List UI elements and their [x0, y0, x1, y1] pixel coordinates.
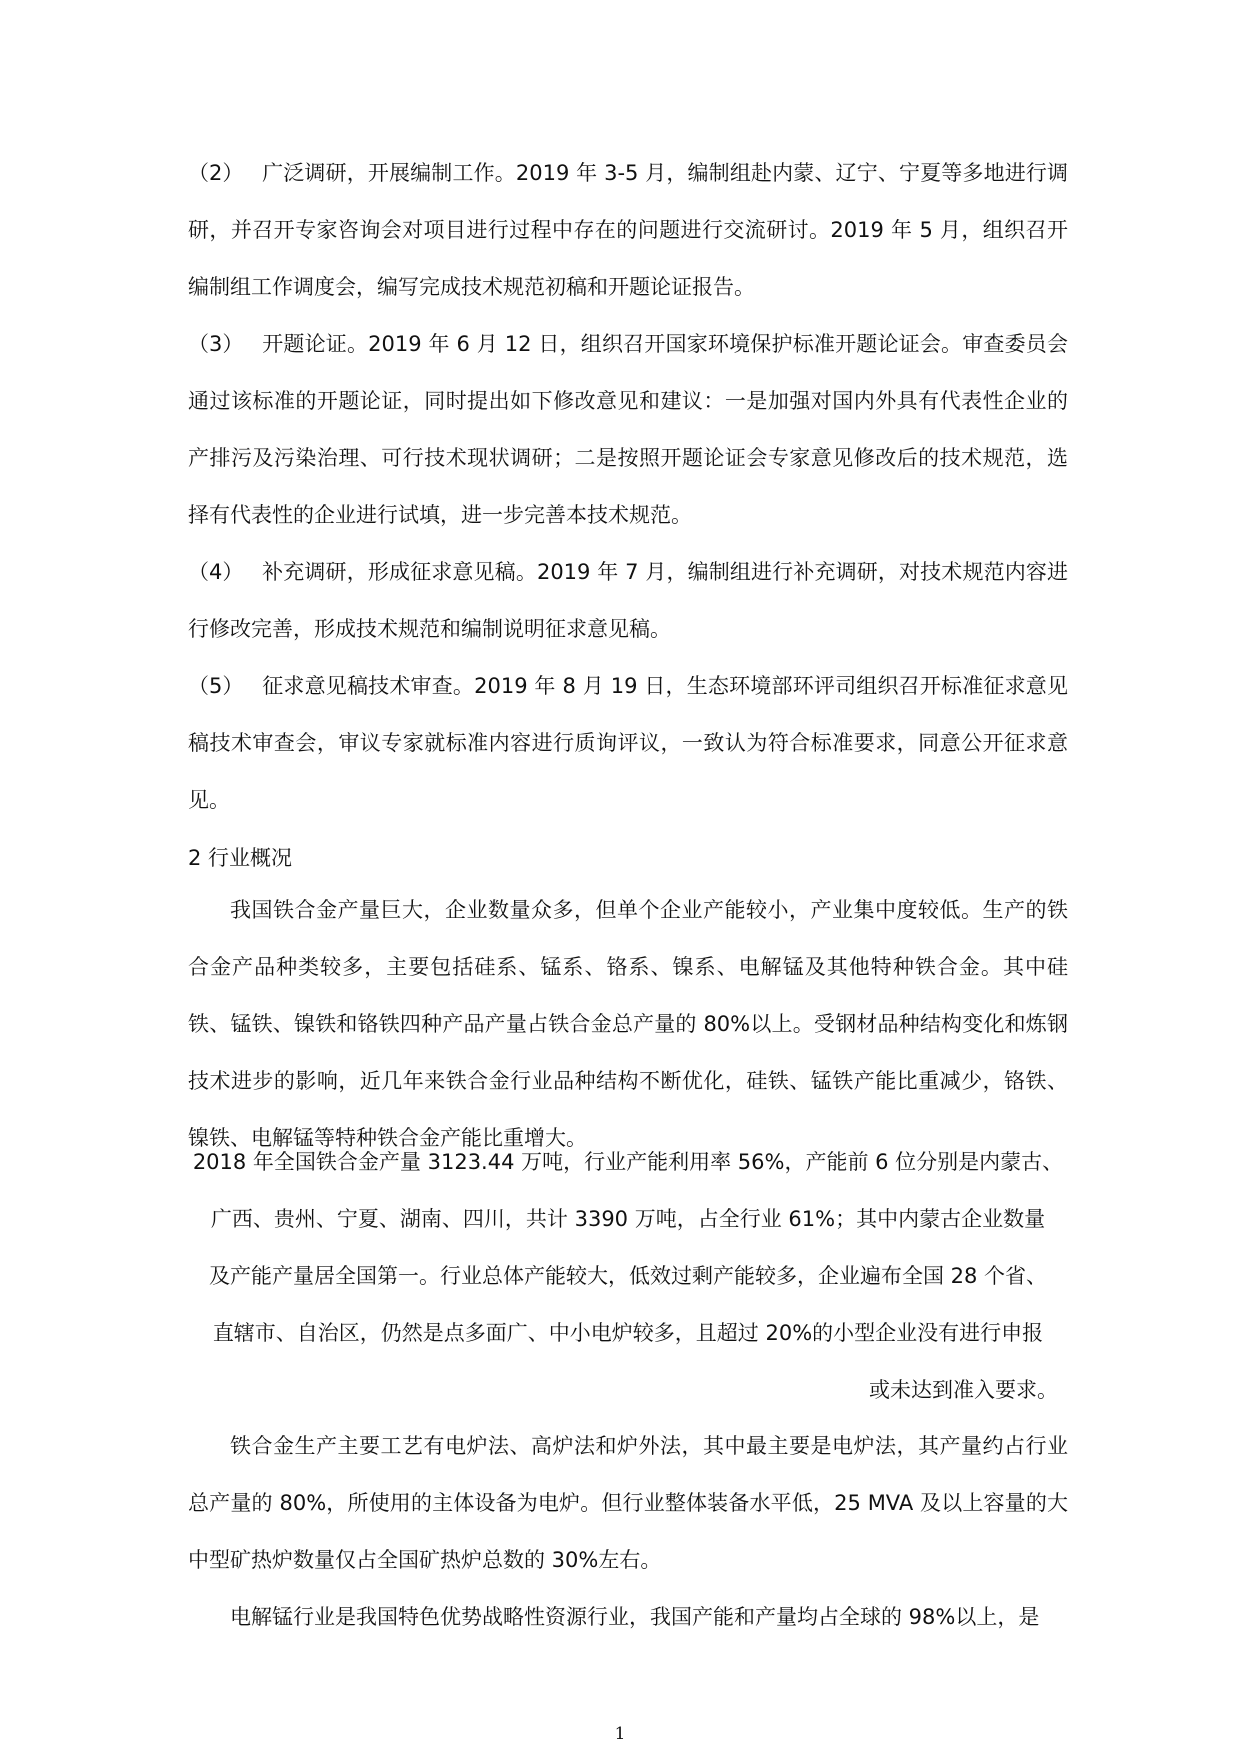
- list-item-text: 征求意见稿技术审查。2019 年 8 月 19 日，生态环境部环评司组织召开标准征求意见稿技术审查会，审议专家就标准内容进行质询评议，一致认为符合标准要求，同意公开征求意见。: [188, 674, 1068, 812]
- text-line: 或未达到准入要求。: [869, 1378, 1058, 1402]
- list-item-text: 补充调研，形成征求意见稿。2019 年 7 月，编制组进行补充调研，对技术规范内容进行修改完善，形成技术规范和编制说明征求意见稿。: [188, 560, 1068, 641]
- text-line: 2018 年全国铁合金产量 3123.44 万吨，行业产能利用率 56%，产能前 6 位分别是内蒙古、: [192, 1150, 1064, 1174]
- list-item-4: [188, 544, 1068, 658]
- list-item-text: 广泛调研，开展编制工作。2019 年 3-5 月，编制组赴内蒙、辽宁、宁夏等多地进行调研，并召开专家咨询会对项目进行过程中存在的问题进行交流研讨。2019 年 5 月，组织召开编制组工作调度会，编写完成技术规范初稿和开题论证报告。: [188, 161, 1068, 299]
- list-item-number: （5）: [188, 674, 244, 698]
- list-item-number: （2）: [188, 161, 244, 185]
- list-item-text: 开题论证。2019 年 6 月 12 日，组织召开国家环境保护标准开题论证会。审查委员会通过该标准的开题论证，同时提出如下修改意见和建议：一是加强对国内外具有代表性企业的产排污及污染治理、可行技术现状调研；二是按照开题论证会专家意见修改后的技术规范，选择有代表性的企业进行试填，进一步完善本技术规范。: [188, 332, 1068, 527]
- list-item-5: [188, 658, 1068, 829]
- list-item-3: [188, 316, 1068, 544]
- list-item-2: [188, 145, 1068, 316]
- section-heading: 2 行业概况: [188, 846, 293, 870]
- list-item-number: （3）: [188, 332, 244, 356]
- text-line: 广西、贵州、宁夏、湖南、四川，共计 3390 万吨，占全行业 61%；其中内蒙古企业数量: [210, 1207, 1046, 1231]
- list-item-number: （4）: [188, 560, 244, 584]
- text-line: 及产能产量居全国第一。行业总体产能较大，低效过剩产能较多，企业遍布全国 28 个省、: [208, 1264, 1048, 1288]
- paragraph-process: 铁合金生产主要工艺有电炉法、高炉法和炉外法，其中最主要是电炉法，其产量约占行业总产量的 80%，所使用的主体设备为电炉。但行业整体装备水平低，25 MVA 及以上容量的大中型矿热炉数量仅占全国矿热炉总数的 30%左右。: [188, 1434, 1068, 1572]
- page-number: 1: [614, 1724, 626, 1744]
- paragraph-2018-statistics: [188, 1134, 1068, 1419]
- paragraph-overview: 我国铁合金产量巨大，企业数量众多，但单个企业产能较小，产业集中度较低。生产的铁合金产品种类较多，主要包括硅系、锰系、铬系、镍系、电解锰及其他特种铁合金。其中硅铁、锰铁、镍铁和铬铁四种产品产量占铁合金总产量的 80%以上。受钢材品种结构变化和炼钢技术进步的影响，近几年来铁合金行业品种结构不断优化，硅铁、锰铁产能比重减少，铬铁、镍铁、电解锰等特种铁合金产能比重增大。: [188, 898, 1068, 1150]
- paragraph-manganese: 电解锰行业是我国特色优势战略性资源行业，我国产能和产量均占全球的 98%以上，是: [230, 1605, 1040, 1629]
- text-line: 直辖市、自治区，仍然是点多面广、中小电炉较多，且超过 20%的小型企业没有进行申报: [212, 1321, 1044, 1345]
